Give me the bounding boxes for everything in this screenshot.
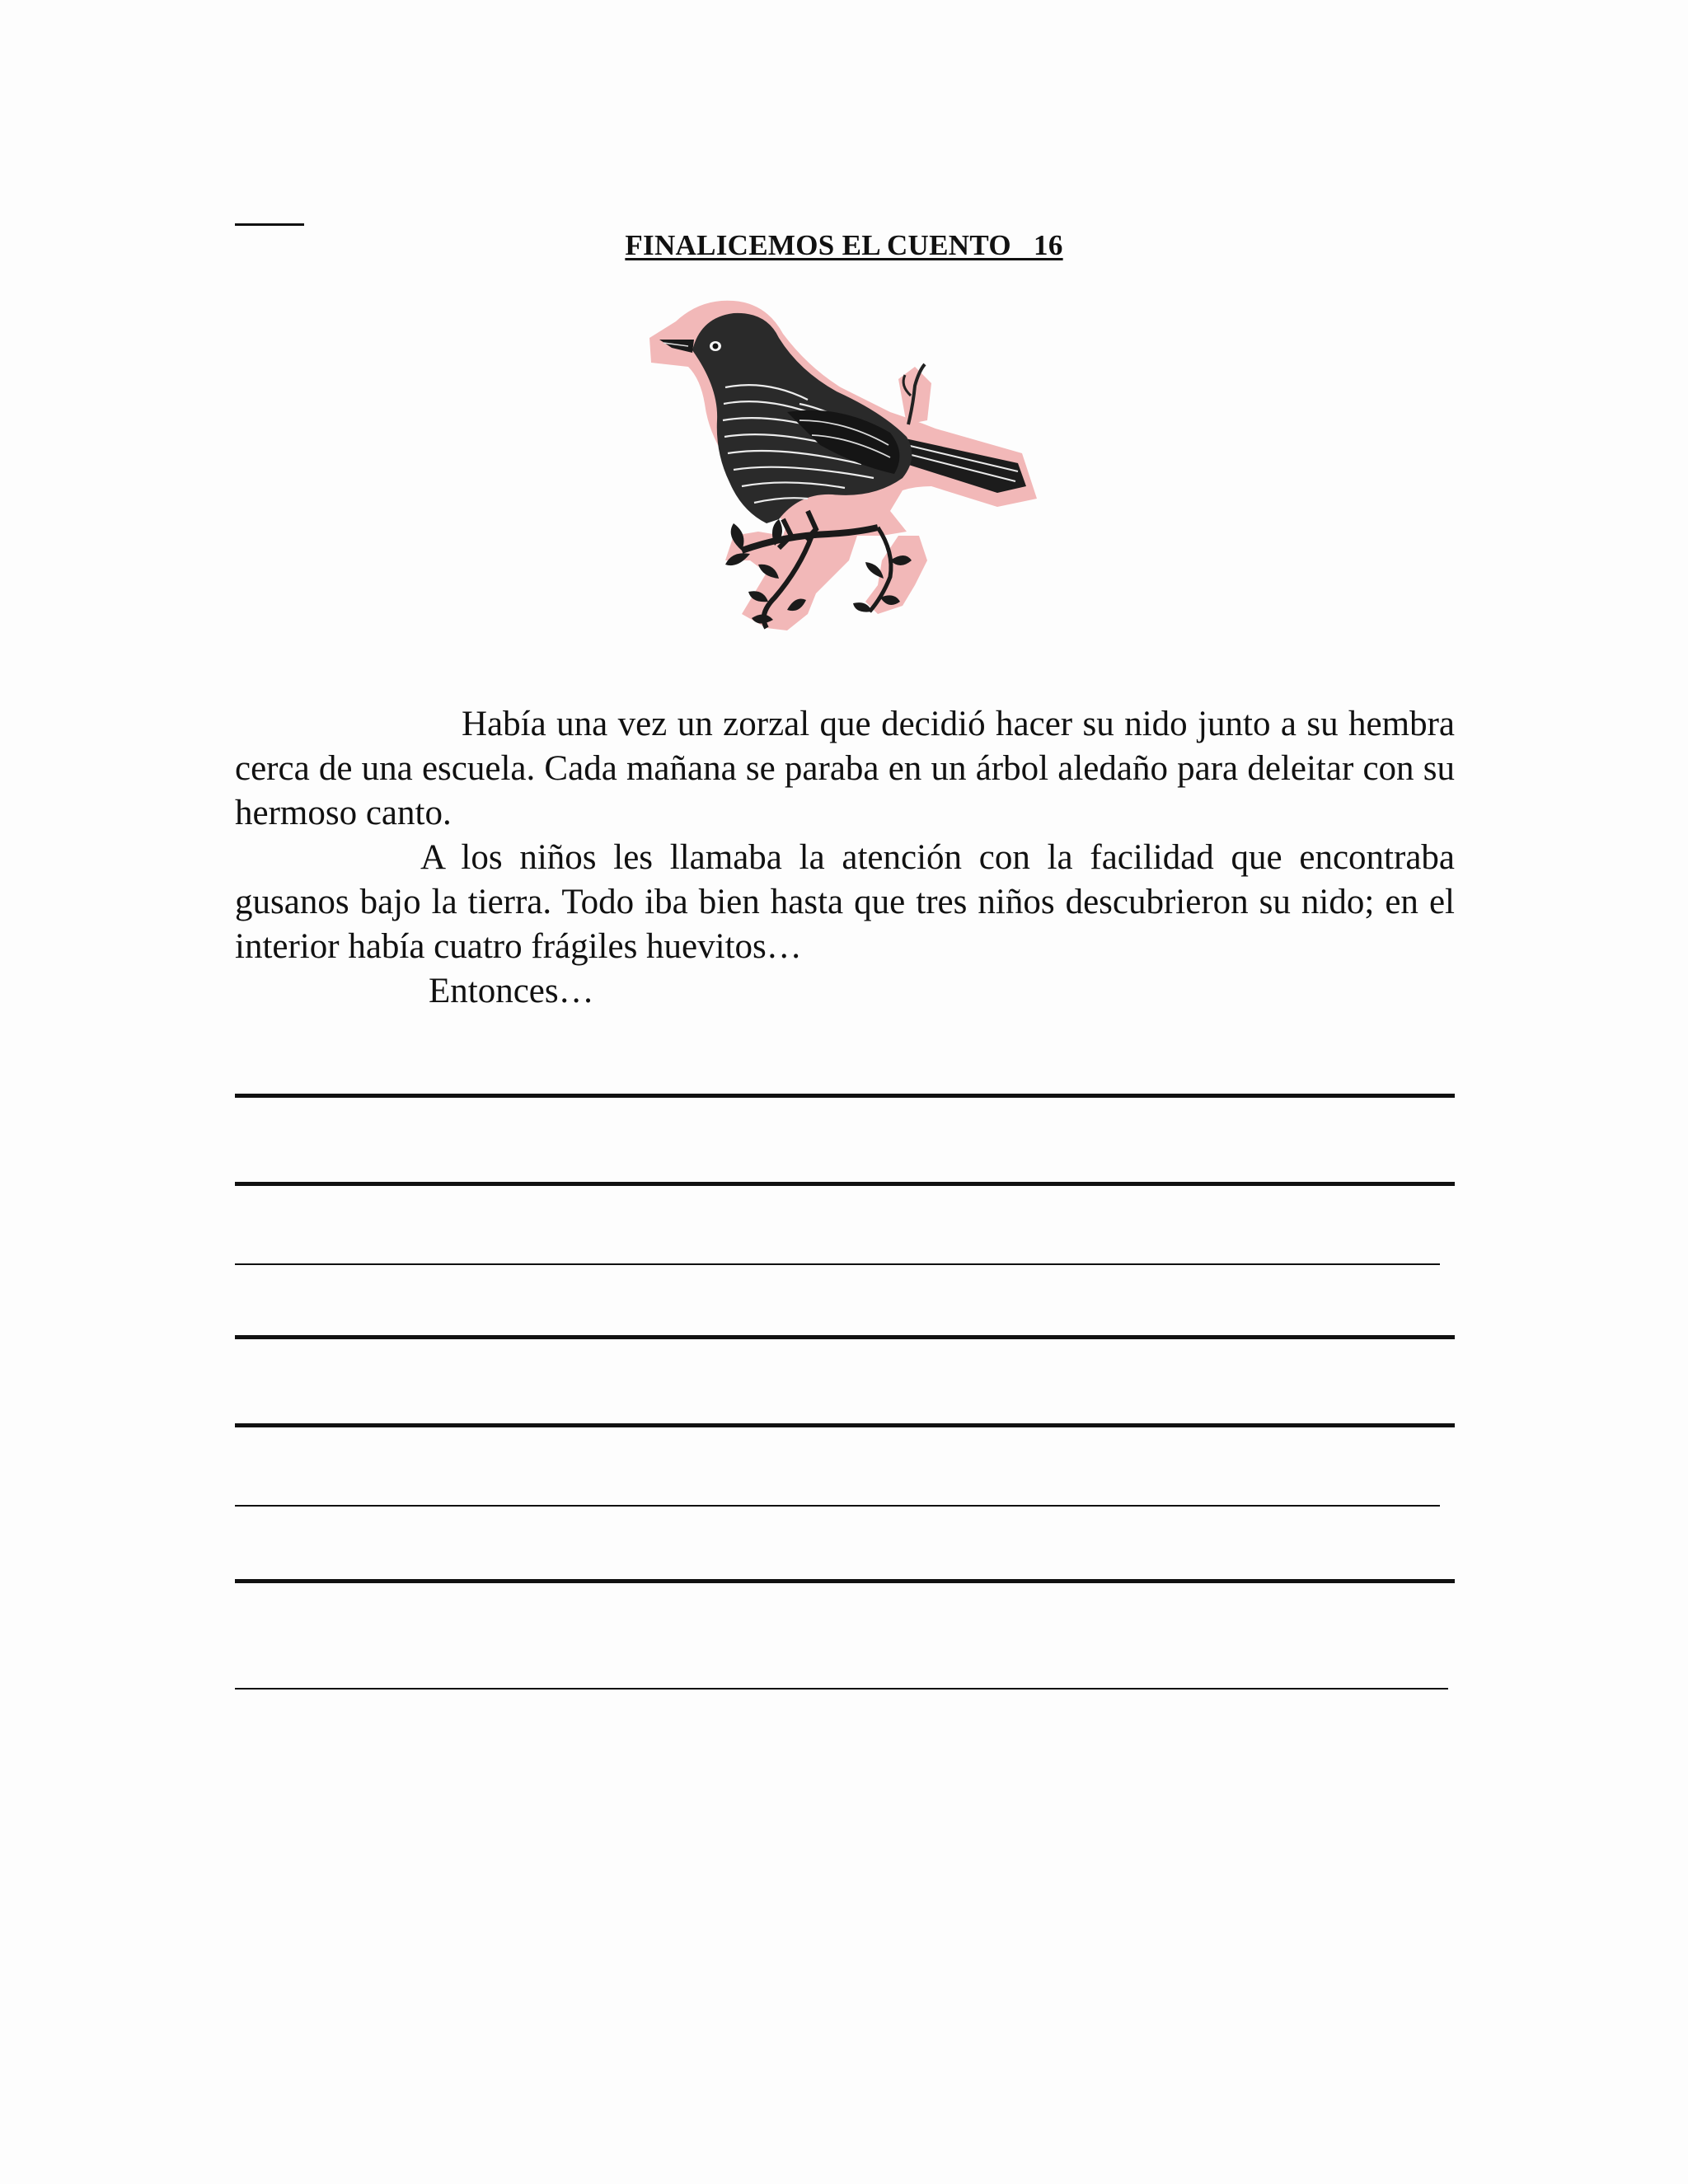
- story-paragraph-2: A los niños les llamaba la atención con la facilidad que encontraba gusanos bajo la tierra. Todo iba bien hasta que tres niños descubrieron su nido; en el interior había cuatro frágiles huevitos…: [235, 838, 1455, 966]
- bird-on-branch-woodcut-icon: [643, 288, 1047, 643]
- answer-line[interactable]: [235, 1423, 1455, 1427]
- story-text: [235, 702, 1455, 1014]
- answer-line[interactable]: [235, 1263, 1440, 1265]
- story-prompt: Entonces…: [429, 972, 594, 1010]
- worksheet-title: FINALICEMOS EL CUENTO 16: [625, 229, 1063, 261]
- answer-line[interactable]: [235, 1579, 1455, 1583]
- answer-line[interactable]: [235, 1335, 1455, 1339]
- story-paragraph-1: Había una vez un zorzal que decidió hacer su nido junto a su hembra cerca de una escuela. Cada mañana se paraba en un árbol aledaño para deleitar con su hermoso canto.: [235, 705, 1455, 832]
- answer-line[interactable]: [235, 1688, 1448, 1690]
- answer-line[interactable]: [235, 1182, 1455, 1186]
- answer-line[interactable]: [235, 1505, 1440, 1507]
- top-dash: [235, 223, 304, 226]
- answer-line[interactable]: [235, 1094, 1455, 1098]
